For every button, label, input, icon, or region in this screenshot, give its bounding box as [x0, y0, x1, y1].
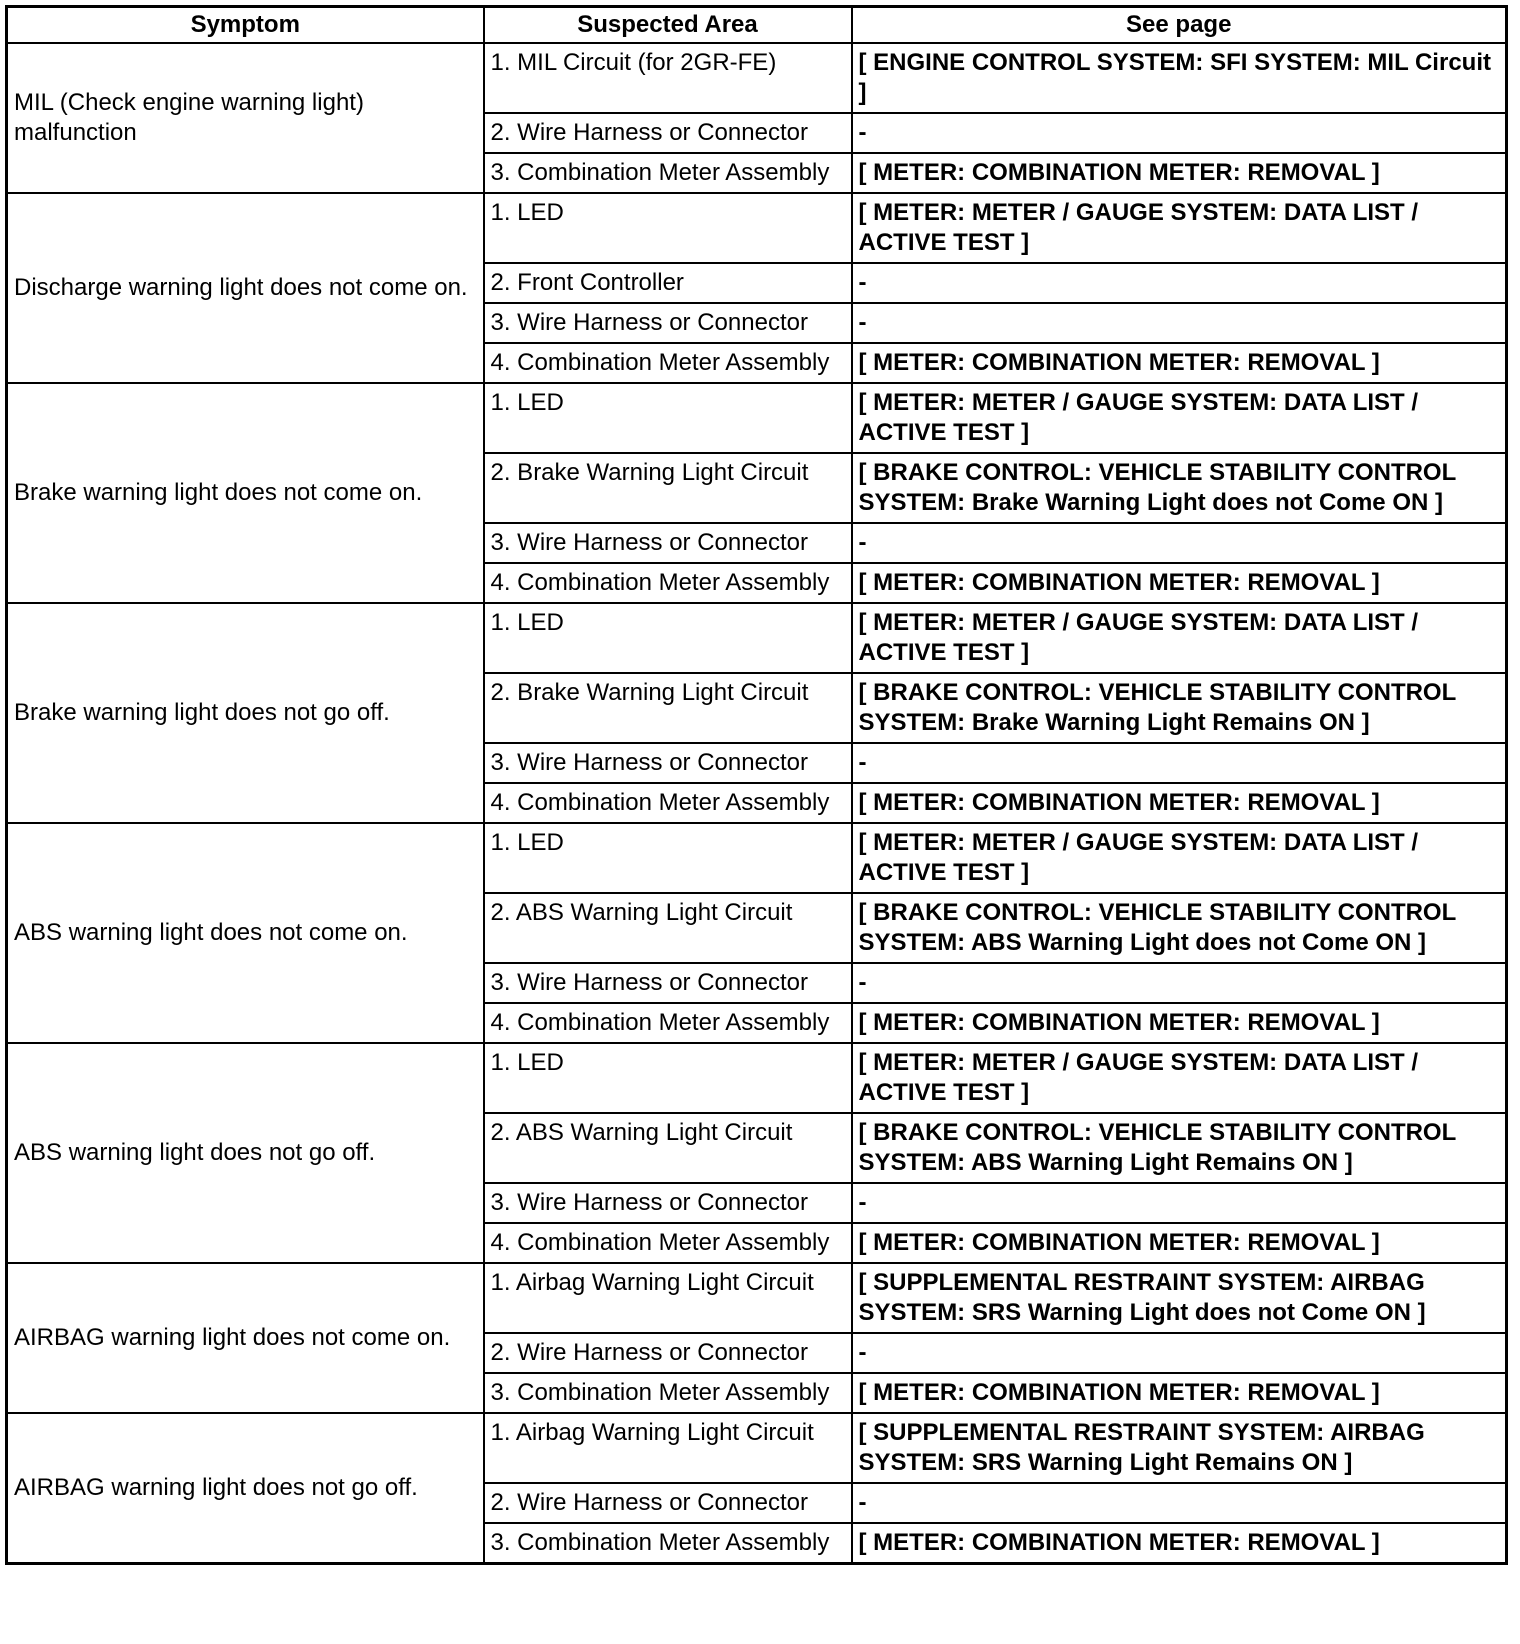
suspected-area-cell: 2. Front Controller: [484, 263, 852, 303]
suspected-area-cell: 2. Brake Warning Light Circuit: [484, 453, 852, 523]
see-page-link[interactable]: [ METER: COMBINATION METER: REMOVAL ]: [852, 1223, 1507, 1263]
suspected-area-cell: 2. Wire Harness or Connector: [484, 1333, 852, 1373]
see-page-cell: -: [852, 303, 1507, 343]
see-page-cell: -: [852, 963, 1507, 1003]
see-page-link[interactable]: [ BRAKE CONTROL: VEHICLE STABILITY CONTROL SYSTEM: Brake Warning Light does not Come ON ]: [852, 453, 1507, 523]
column-header-symptom: Symptom: [7, 7, 484, 44]
see-page-cell: -: [852, 743, 1507, 783]
suspected-area-cell: 1. LED: [484, 193, 852, 263]
suspected-area-cell: 4. Combination Meter Assembly: [484, 1223, 852, 1263]
suspected-area-cell: 1. LED: [484, 383, 852, 453]
see-page-cell: -: [852, 1483, 1507, 1523]
see-page-cell: -: [852, 113, 1507, 153]
suspected-area-cell: 3. Wire Harness or Connector: [484, 743, 852, 783]
see-page-link[interactable]: [ METER: METER / GAUGE SYSTEM: DATA LIST / ACTIVE TEST ]: [852, 823, 1507, 893]
see-page-cell: -: [852, 1333, 1507, 1373]
column-header-suspected-area: Suspected Area: [484, 7, 852, 44]
see-page-link[interactable]: [ METER: COMBINATION METER: REMOVAL ]: [852, 783, 1507, 823]
suspected-area-cell: 4. Combination Meter Assembly: [484, 783, 852, 823]
see-page-link[interactable]: [ METER: METER / GAUGE SYSTEM: DATA LIST / ACTIVE TEST ]: [852, 1043, 1507, 1113]
suspected-area-cell: 4. Combination Meter Assembly: [484, 343, 852, 383]
symptom-cell: MIL (Check engine warning light) malfunction: [7, 43, 484, 193]
suspected-area-cell: 3. Wire Harness or Connector: [484, 963, 852, 1003]
suspected-area-cell: 3. Wire Harness or Connector: [484, 1183, 852, 1223]
see-page-link[interactable]: [ METER: METER / GAUGE SYSTEM: DATA LIST / ACTIVE TEST ]: [852, 383, 1507, 453]
see-page-link[interactable]: [ BRAKE CONTROL: VEHICLE STABILITY CONTROL SYSTEM: ABS Warning Light Remains ON ]: [852, 1113, 1507, 1183]
suspected-area-cell: 2. ABS Warning Light Circuit: [484, 893, 852, 963]
suspected-area-cell: 2. Wire Harness or Connector: [484, 113, 852, 153]
table-row: [7, 823, 1507, 893]
table-row: [7, 1263, 1507, 1333]
suspected-area-cell: 3. Combination Meter Assembly: [484, 1373, 852, 1413]
see-page-link[interactable]: [ METER: COMBINATION METER: REMOVAL ]: [852, 343, 1507, 383]
see-page-link[interactable]: [ METER: METER / GAUGE SYSTEM: DATA LIST / ACTIVE TEST ]: [852, 193, 1507, 263]
suspected-area-cell: 4. Combination Meter Assembly: [484, 563, 852, 603]
problem-symptoms-table: [5, 5, 1508, 1565]
see-page-link[interactable]: [ METER: COMBINATION METER: REMOVAL ]: [852, 153, 1507, 193]
see-page-link[interactable]: [ SUPPLEMENTAL RESTRAINT SYSTEM: AIRBAG SYSTEM: SRS Warning Light Remains ON ]: [852, 1413, 1507, 1483]
table-row: [7, 1043, 1507, 1113]
suspected-area-cell: 3. Combination Meter Assembly: [484, 1523, 852, 1564]
see-page-link[interactable]: [ METER: COMBINATION METER: REMOVAL ]: [852, 1373, 1507, 1413]
see-page-link[interactable]: [ METER: METER / GAUGE SYSTEM: DATA LIST / ACTIVE TEST ]: [852, 603, 1507, 673]
table-row: [7, 1413, 1507, 1483]
table-row: [7, 603, 1507, 673]
see-page-link[interactable]: [ BRAKE CONTROL: VEHICLE STABILITY CONTROL SYSTEM: Brake Warning Light Remains ON ]: [852, 673, 1507, 743]
symptom-cell: ABS warning light does not go off.: [7, 1043, 484, 1263]
symptom-cell: ABS warning light does not come on.: [7, 823, 484, 1043]
suspected-area-cell: 1. Airbag Warning Light Circuit: [484, 1413, 852, 1483]
suspected-area-cell: 2. Brake Warning Light Circuit: [484, 673, 852, 743]
symptom-cell: AIRBAG warning light does not come on.: [7, 1263, 484, 1413]
see-page-link[interactable]: [ BRAKE CONTROL: VEHICLE STABILITY CONTROL SYSTEM: ABS Warning Light does not Come ON ]: [852, 893, 1507, 963]
column-header-see-page: See page: [852, 7, 1507, 44]
suspected-area-cell: 1. MIL Circuit (for 2GR-FE): [484, 43, 852, 113]
see-page-cell: -: [852, 1183, 1507, 1223]
symptom-cell: Brake warning light does not come on.: [7, 383, 484, 603]
see-page-link[interactable]: [ METER: COMBINATION METER: REMOVAL ]: [852, 1523, 1507, 1564]
table-row: [7, 43, 1507, 113]
table-row: [7, 383, 1507, 453]
suspected-area-cell: 3. Wire Harness or Connector: [484, 523, 852, 563]
suspected-area-cell: 1. LED: [484, 823, 852, 893]
see-page-link[interactable]: [ METER: COMBINATION METER: REMOVAL ]: [852, 563, 1507, 603]
see-page-cell: -: [852, 263, 1507, 303]
suspected-area-cell: 1. LED: [484, 603, 852, 673]
table-header-row: [7, 7, 1507, 44]
suspected-area-cell: 3. Wire Harness or Connector: [484, 303, 852, 343]
diagnosis-table-container: [5, 5, 1508, 1565]
see-page-cell: -: [852, 523, 1507, 563]
suspected-area-cell: 1. LED: [484, 1043, 852, 1113]
suspected-area-cell: 3. Combination Meter Assembly: [484, 153, 852, 193]
suspected-area-cell: 1. Airbag Warning Light Circuit: [484, 1263, 852, 1333]
suspected-area-cell: 2. ABS Warning Light Circuit: [484, 1113, 852, 1183]
symptom-cell: Brake warning light does not go off.: [7, 603, 484, 823]
see-page-link[interactable]: [ ENGINE CONTROL SYSTEM: SFI SYSTEM: MIL Circuit ]: [852, 43, 1507, 113]
symptom-cell: AIRBAG warning light does not go off.: [7, 1413, 484, 1564]
symptom-cell: Discharge warning light does not come on.: [7, 193, 484, 383]
see-page-link[interactable]: [ SUPPLEMENTAL RESTRAINT SYSTEM: AIRBAG SYSTEM: SRS Warning Light does not Come ON ]: [852, 1263, 1507, 1333]
see-page-link[interactable]: [ METER: COMBINATION METER: REMOVAL ]: [852, 1003, 1507, 1043]
suspected-area-cell: 4. Combination Meter Assembly: [484, 1003, 852, 1043]
table-row: [7, 193, 1507, 263]
suspected-area-cell: 2. Wire Harness or Connector: [484, 1483, 852, 1523]
